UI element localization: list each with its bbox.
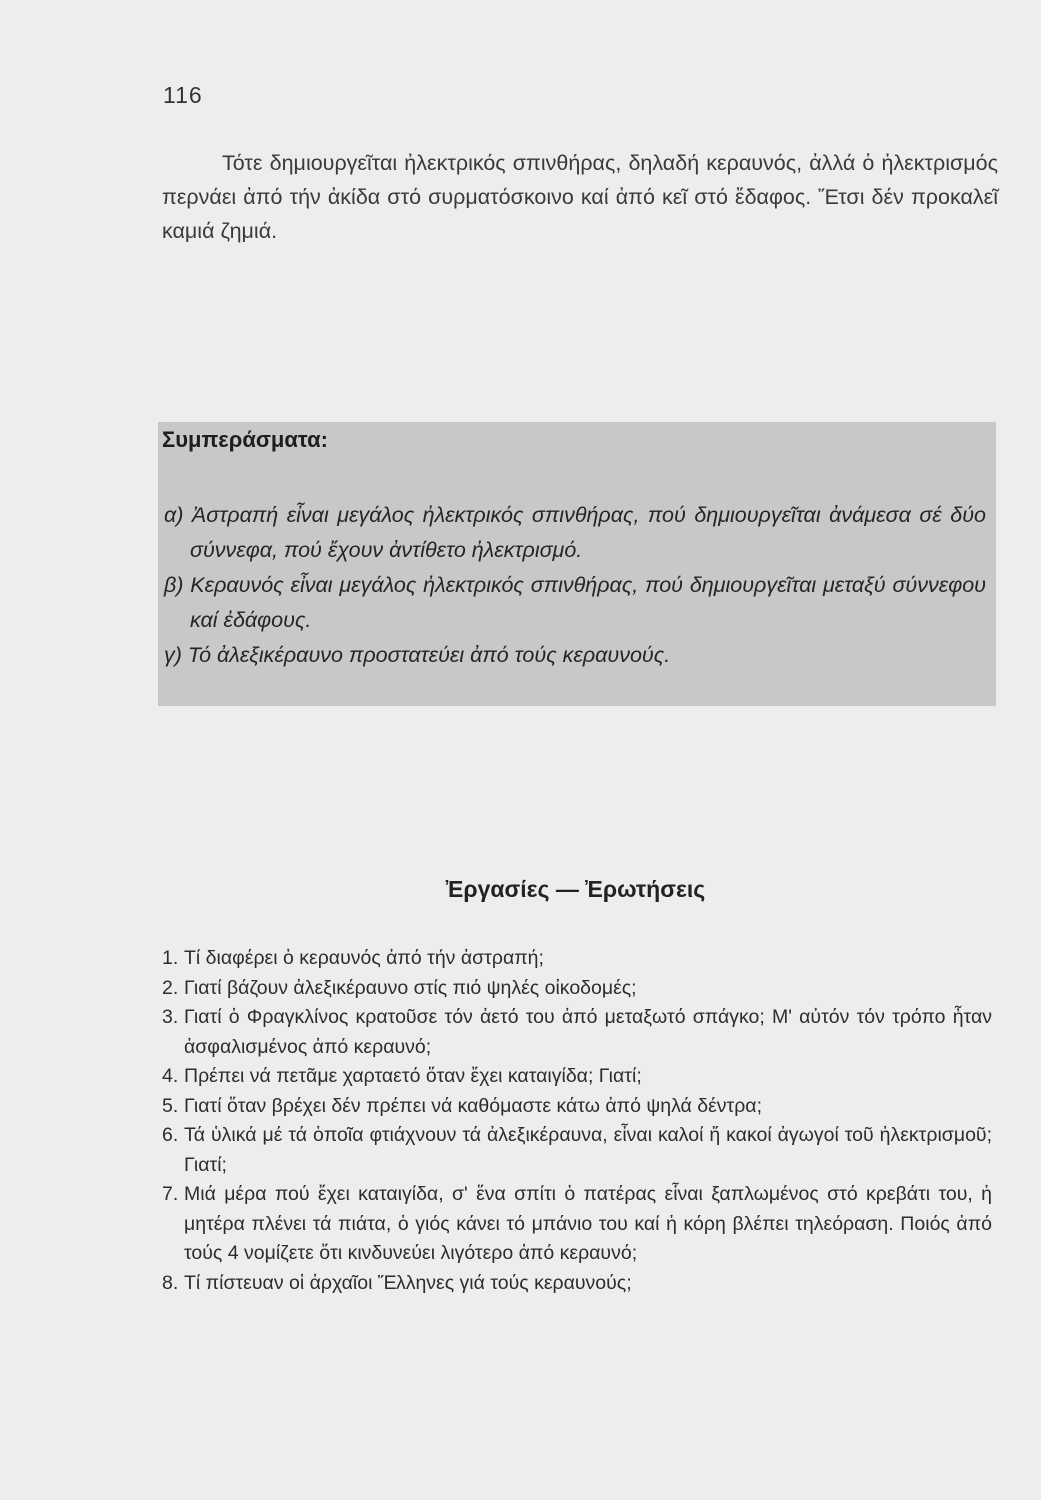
conclusions-list <box>164 498 986 673</box>
questions-list <box>162 944 992 1298</box>
question-item <box>162 944 992 974</box>
section-title: Ἐργασίες — Ἐρωτήσεις <box>445 876 706 902</box>
conclusion-item: γ) Τό ἀλεξικέραυνο προστατεύει ἀπό τούς κεραυνούς. <box>164 643 671 667</box>
question-number: 7. <box>162 1183 179 1205</box>
question-number: 5. <box>162 1094 179 1117</box>
question-text: Τί διαφέρει ὁ κεραυνός ἀπό τήν ἀστραπή; <box>184 947 544 969</box>
conclusions-title: Συμπεράσματα: <box>162 427 328 452</box>
question-number: 2. <box>162 976 179 999</box>
conclusion-item: β) Κεραυνός εἶναι μεγάλος ἠλεκτρικός σπινθήρας, πού δημιουργεῖται μεταξύ σύννεφου καί ἐδάφους. <box>164 573 986 632</box>
page-number: 116 <box>163 82 203 108</box>
question-text: Γιατί ὁ Φραγκλίνος κρατοῦσε τόν ἀετό του ἀπό μεταξωτό σπάγκο; Μ' αὐτόν τόν τρόπο ἦταν ἀσφαλισμένος ἀπό κεραυνό; <box>184 1006 992 1058</box>
question-text: Τί πίστευαν οἱ ἀρχαῖοι Ἕλληνες γιά τούς κεραυνούς; <box>184 1271 632 1294</box>
question-text: Μιά μέρα πού ἔχει καταιγίδα, σ' ἕνα σπίτι ὁ πατέρας εἶναι ξαπλωμένος στό κρεβάτι του, ἡ μητέρα πλένει τά πιάτα, ὁ γιός κάνει τό μπάνιο του καί ἡ κόρη βλέπει τηλεόραση. Ποιός ἀπό τούς 4 νομίζετε ὅτι κινδυνεύει λιγότερο ἀπό κεραυνό; <box>184 1183 992 1264</box>
question-item <box>162 1003 992 1062</box>
conclusion-item: α) Ἀστραπή εἶναι μεγάλος ἠλεκτρικός σπινθήρας, πού δημιουργεῖται ἀνάμεσα σέ δύο σύννεφα, πού ἔχουν ἀντίθετο ἠλεκτρισμό. <box>164 503 986 562</box>
question-number: 1. <box>162 947 179 969</box>
question-text: Τά ὑλικά μέ τά ὁποῖα φτιάχνουν τά ἀλεξικέραυνα, εἶναι καλοί ἤ κακοί ἀγωγοί τοῦ ἠλεκτρισμοῦ; Γιατί; <box>184 1124 992 1176</box>
question-item <box>162 1121 992 1180</box>
question-number: 8. <box>162 1271 179 1294</box>
question-item <box>162 1062 992 1092</box>
intro-paragraph <box>162 146 998 248</box>
conclusions-box <box>158 422 996 706</box>
question-text: Γιατί ὅταν βρέχει δέν πρέπει νά καθόμαστε κάτω ἀπό ψηλά δέντρα; <box>184 1094 763 1117</box>
question-item <box>162 974 992 1004</box>
question-text: Γιατί βάζουν ἀλεξικέραυνο στίς πιό ψηλές οἰκοδομές; <box>184 976 637 999</box>
question-number: 6. <box>162 1124 179 1146</box>
question-number: 4. <box>162 1065 179 1087</box>
question-item <box>162 1092 992 1122</box>
question-item <box>162 1180 992 1269</box>
question-text: Πρέπει νά πετᾶμε χαρταετό ὅταν ἔχει καταιγίδα; Γιατί; <box>184 1065 642 1087</box>
question-item <box>162 1269 992 1299</box>
intro-text: Τότε δημιουργεῖται ἠλεκτρικός σπινθήρας, δηλαδή κεραυνός, ἀλλά ὁ ἠλεκτρισμός περνάει ἀπό τήν ἀκίδα στό συρματόσκοινο καί ἀπό κεῖ στό ἔδαφος. Ἔτσι δέν προκαλεῖ καμιά ζημιά. <box>162 151 998 243</box>
question-number: 3. <box>162 1006 179 1028</box>
